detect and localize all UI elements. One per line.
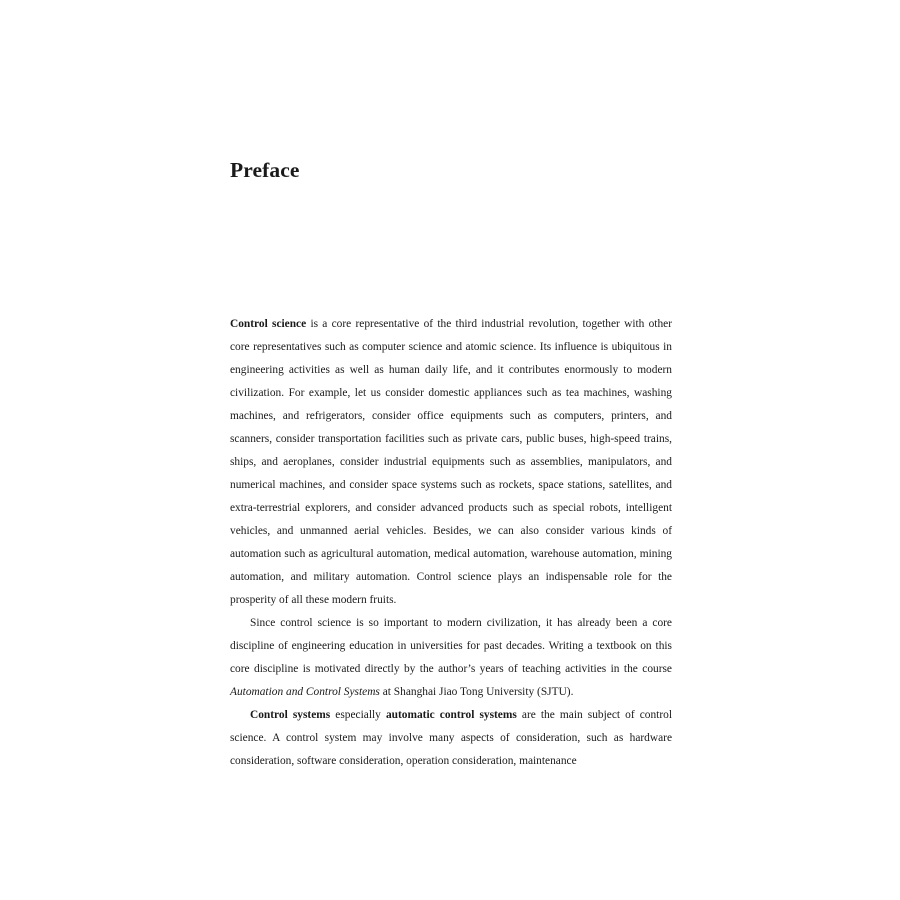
paragraph-1-text: is a core representative of the third industrial revolution, together with other core representatives such as computer science and atomic science. Its influence is ubiquitous in engineering activities as well as human daily life, and it contributes enormously to modern civilization. For example, let us consider domestic appliances such as tea machines, washing machines, and refrigerators, consider office equipments such as computers, printers, and scanners, consider transportation facilities such as private cars, public buses, high-speed trains, ships, and aeroplanes, consider industrial equipments such as assemblies, manipulators, and numerical machines, and consider space systems such as rockets, space stations, satellites, and extra-terrestrial explorers, and consider advanced products such as special robots, intelligent vehicles, and unmanned aerial vehicles. Besides, we can also consider various kinds of automation such as agricultural automation, medical automation, warehouse automation, mining automation, and military automation. Control science plays an indispensable role for the prosperity of all these modern fruits. xyxy=(230,318,673,606)
paragraph-2-text-before: Since control science is so important to modern civilization, it has already been a core discipline of engineering education in universities for past decades. Writing a textbook on this core discipline is motivated directly by the author’s years of teaching activities in the course xyxy=(230,617,672,675)
course-title: Automation and Control Systems xyxy=(230,686,380,698)
bold-term-control-science: Control science xyxy=(230,318,307,330)
paragraph-2 xyxy=(230,612,672,704)
paragraph-1 xyxy=(230,313,672,612)
preface-body xyxy=(230,313,672,773)
paragraph-2-text-after: at Shanghai Jiao Tong University (SJTU). xyxy=(379,686,574,698)
page-title: Preface xyxy=(230,158,300,182)
bold-term-control-systems: Control systems xyxy=(250,709,331,721)
bold-term-automatic-control-systems: automatic control systems xyxy=(385,709,517,721)
document-page xyxy=(230,0,672,900)
paragraph-3-text-1: especially xyxy=(330,709,386,721)
paragraph-3 xyxy=(230,704,672,773)
paragraph-3-text-2: are the main subject of control science. A control system may involve many aspects of consideration, such as hardware consideration, software consideration, operation consideration, maintenance xyxy=(230,709,672,767)
